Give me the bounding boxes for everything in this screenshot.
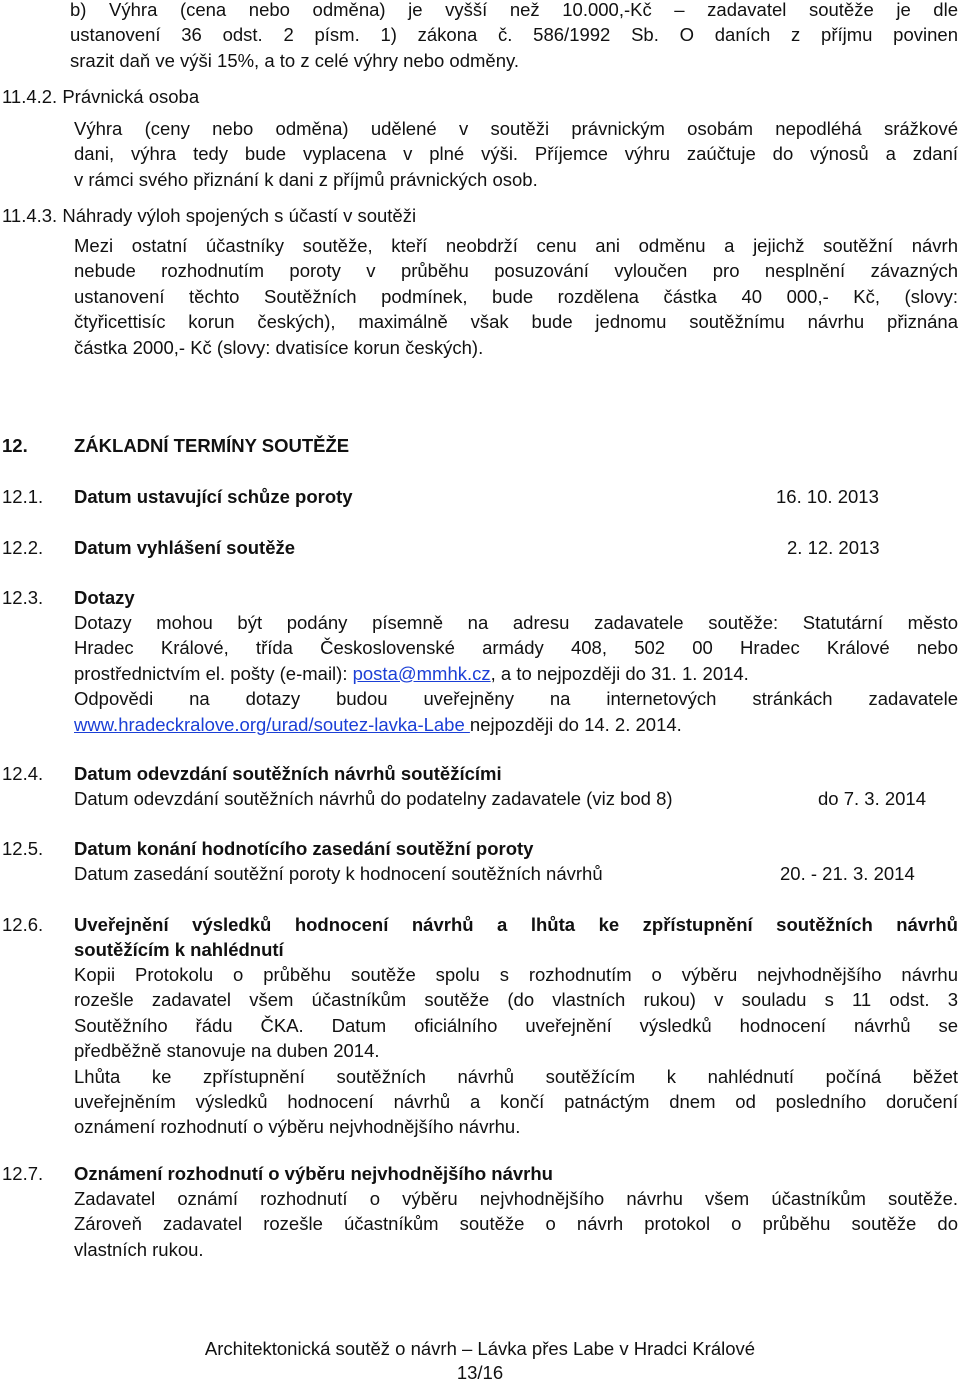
section-b-line: ustanovení 36 odst. 2 písm. 1) zákona č. 586/1992 Sb. O daních z příjmu povinen: [70, 24, 958, 46]
paragraph-line: vlastních rukou.: [74, 1238, 204, 1260]
section-b-line: b) Výhra (cena nebo odměna) je vyšší než 10.000,-Kč – zadavatel soutěže je dle: [70, 0, 958, 20]
paragraph-line: uveřejněním výsledků hodnocení návrhů a končí patnáctým dnem od posledního doručení: [74, 1091, 958, 1113]
section-12-2-number: 12.2.: [2, 537, 44, 558]
section-12-5-text: Datum zasedání soutěžní poroty k hodnocení soutěžních návrhů: [74, 863, 603, 884]
paragraph-line: dani, výhra tedy bude vyplacena v plné výši. Příjemce výhru zaúčtuje do výnosů a zdaní: [74, 143, 958, 165]
paragraph-line: nebude rozhodnutím poroty v průběhu posuzování vyloučen pro nesplnění závazných: [74, 260, 958, 282]
section-12-6-paragraph: [74, 962, 958, 1140]
paragraph-line: v rámci svého přiznání k dani z příjmů právnických osob.: [74, 168, 538, 190]
section-12-4-title: Datum odevzdání soutěžních návrhů soutěžícími: [74, 763, 502, 784]
paragraph-line: Zároveň zadavatel rozešle účastníkům soutěže o návrh protokol o průběhu soutěže do: [74, 1213, 958, 1235]
paragraph-line: Mezi ostatní účastníky soutěže, kteří neobdrží cenu ani odměnu a jejichž soutěžní návrh: [74, 235, 958, 256]
title-line: soutěžícím k nahlédnutí: [74, 939, 284, 961]
section-12-7-title: Oznámení rozhodnutí o výběru nejvhodnějšího návrhu: [74, 1163, 553, 1184]
section-12-1-date: 16. 10. 2013: [776, 486, 879, 507]
paragraph-line: Kopii Protokolu o průběhu soutěže spolu s rozhodnutím o výběru nejvhodnějšího návrhu: [74, 964, 958, 985]
paragraph-line: předběžně stanovuje na duben 2014.: [74, 1040, 380, 1062]
section-12-4-date: do 7. 3. 2014: [818, 788, 927, 809]
section-12-5-date: 20. - 21. 3. 2014: [780, 863, 915, 884]
section-12-3-title: Dotazy: [74, 587, 135, 608]
section-12-2-title: Datum vyhlášení soutěže: [74, 537, 296, 558]
paragraph-line: Zadavatel oznámí rozhodnutí o výběru nejvhodnějšího návrhu všem účastníkům soutěže.: [74, 1188, 958, 1209]
section-12-3-paragraph: [74, 610, 958, 737]
paragraph-line: Lhůta ke zpřístupnění soutěžních návrhů soutěžícím k nahlédnutí počíná běžet: [74, 1065, 958, 1087]
section-12-4-text: Datum odevzdání soutěžních návrhů do podatelny zadavatele (viz bod 8): [74, 788, 673, 809]
paragraph-line: Dotazy mohou být podány písemně na adresu zadavatele soutěže: Statutární město: [74, 612, 958, 633]
page-number: 13/16: [456, 1362, 504, 1383]
paragraph-line: Odpovědi na dotazy budou uveřejněny na internetových stránkách zadavatele: [74, 688, 958, 710]
paragraph-line: Hradec Králové, třída Československé armády 408, 502 00 Hradec Králové nebo: [74, 637, 958, 659]
section-12-6-title: [74, 912, 958, 963]
section-11-4-3-paragraph: [74, 233, 958, 360]
paragraph-line: Výhra (ceny nebo odměna) udělené v soutěži právnickým osobám nepodléhá srážkové: [74, 118, 958, 139]
section-12-5-title: Datum konání hodnotícího zasedání soutěžní poroty: [74, 838, 534, 859]
section-12-1-title: Datum ustavující schůze poroty: [74, 486, 353, 507]
paragraph-line: rozešle zadavatel všem účastníkům soutěže (do vlastních rukou) v souladu s 11 odst. 3: [74, 989, 958, 1011]
paragraph-line: oznámení rozhodnutí o výběru nejvhodnějšího návrhu.: [74, 1116, 521, 1138]
paragraph-line: Soutěžního řádu ČKA. Datum oficiálního uveřejnění výsledků hodnocení návrhů se: [74, 1014, 958, 1036]
footer-title: Architektonická soutěž o návrh – Lávka přes Labe v Hradci Králové: [204, 1338, 756, 1359]
section-12-7-paragraph: [74, 1186, 958, 1262]
paragraph-line: čtyřicettisíc korun českých), maximálně však bude jednomu soutěžnímu návrhu přiznána: [74, 311, 958, 333]
section-11-4-2-paragraph: [74, 116, 958, 192]
section-12-4-number: 12.4.: [2, 763, 44, 784]
section-12-1-number: 12.1.: [2, 486, 44, 507]
section-12-7-number: 12.7.: [2, 1163, 44, 1184]
paragraph-line-text: , a to nejpozději do 31. 1. 2014.: [490, 662, 749, 684]
paragraph-line: ustanovení těchto Soutěžních podmínek, bude rozdělena částka 40 000,- Kč, (slovy:: [74, 285, 958, 307]
section-12-6-number: 12.6.: [2, 914, 44, 935]
section-b-line: srazit daň ve výši 15%, a to z celé výhry nebo odměny.: [70, 49, 520, 71]
paragraph-line: [74, 712, 958, 737]
section-11-4-3-heading: 11.4.3. Náhrady výloh spojených s účastí v soutěži: [2, 205, 417, 226]
website-link[interactable]: www.hradeckralove.org/urad/soutez-lavka-Labe: [74, 713, 470, 735]
paragraph-line-text: prostřednictvím el. pošty (e-mail):: [74, 662, 353, 684]
section-11-4-2-heading: 11.4.2. Právnická osoba: [2, 86, 200, 107]
section-12-number: 12.: [2, 435, 28, 456]
paragraph-line: [74, 661, 958, 686]
paragraph-line-text: nejpozději do 14. 2. 2014.: [469, 713, 682, 735]
paragraph-line: částka 2000,- Kč (slovy: dvatisíce korun českých).: [74, 336, 484, 358]
section-12-title: ZÁKLADNÍ TERMÍNY SOUTĚŽE: [74, 435, 350, 456]
section-12-3-number: 12.3.: [2, 587, 44, 608]
section-b-paragraph: [70, 0, 958, 73]
email-link[interactable]: posta@mmhk.cz: [352, 662, 491, 684]
section-12-2-date: 2. 12. 2013: [787, 537, 880, 558]
section-12-5-number: 12.5.: [2, 838, 44, 859]
title-line: Uveřejnění výsledků hodnocení návrhů a lhůta ke zpřístupnění soutěžních návrhů: [74, 914, 958, 935]
